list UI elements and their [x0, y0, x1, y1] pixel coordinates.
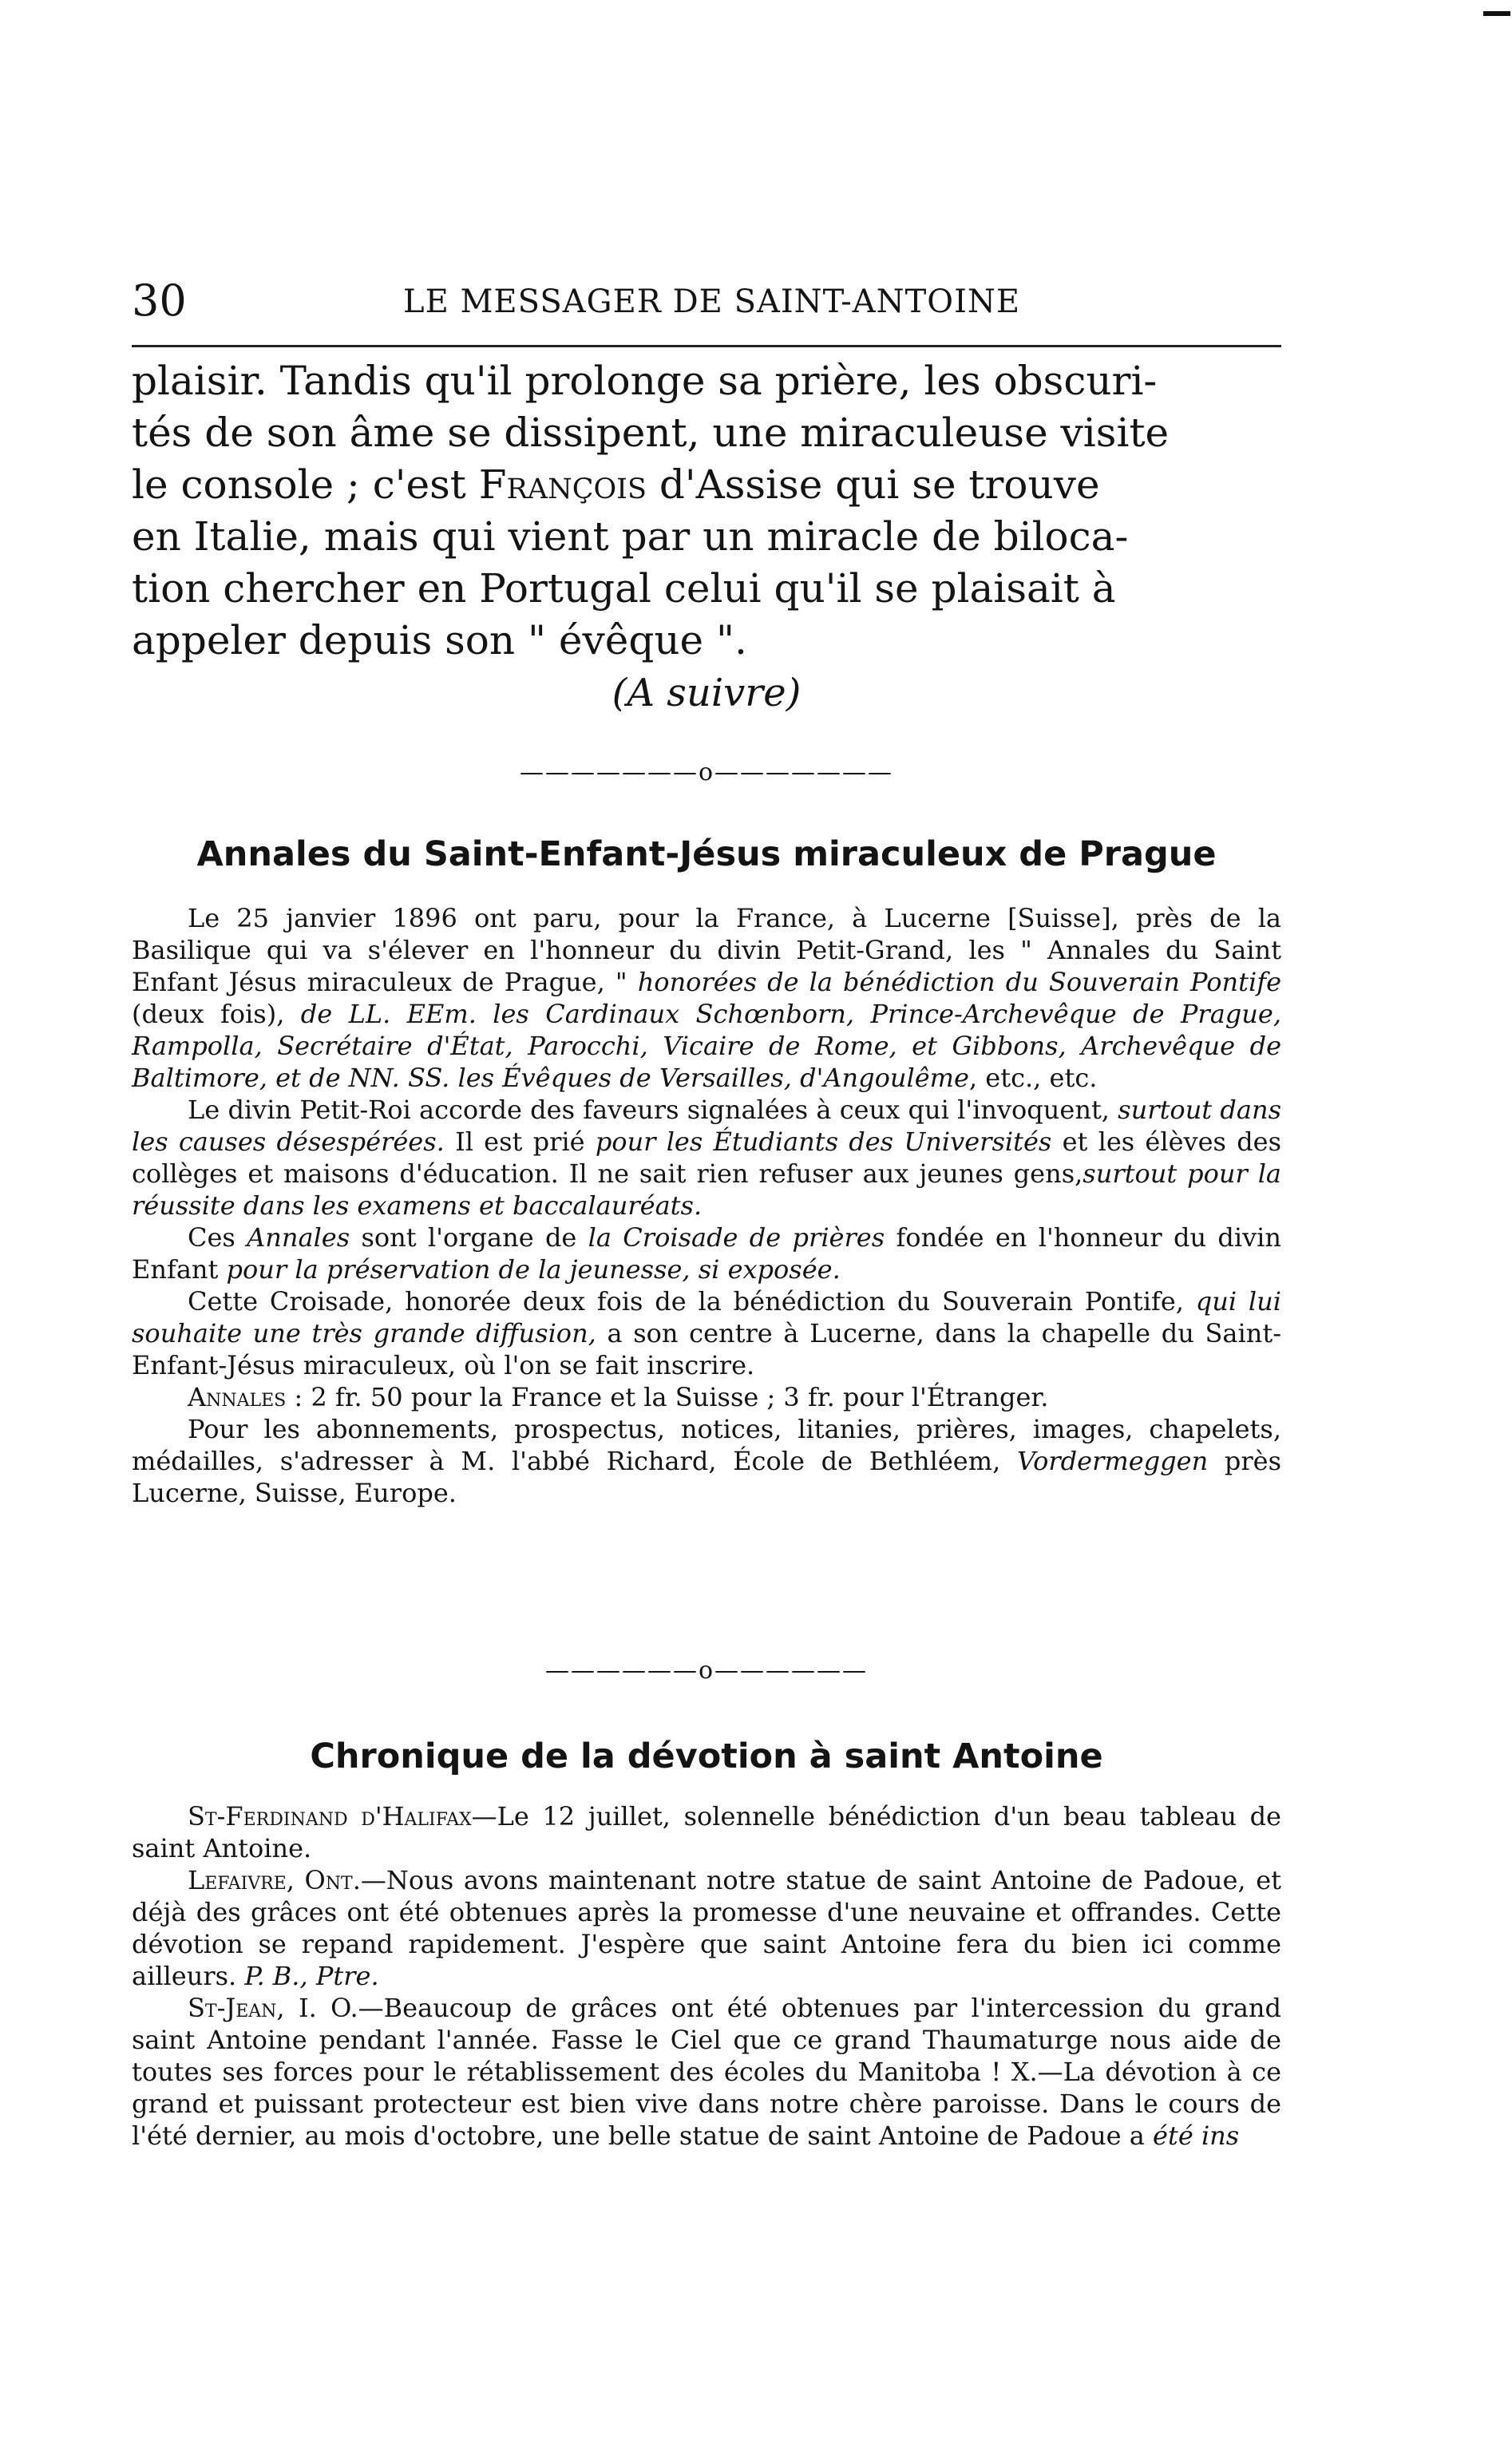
section-divider: ———————o———————	[519, 758, 894, 786]
annales-paragraph: Le divin Petit-Roi accorde des faveurs signalées à ceux qui l'invoquent, surtout dans les causes désespérées. Il est prié pour les Étudiants des Universités et les élèves des collèges et maisons d'éducation. Il ne sait rien refuser aux jeunes gens,surtout pour la réussite dans les examens et baccalauréats.	[132, 1095, 1282, 1221]
section-heading-wrap	[132, 834, 1281, 882]
page-number: 30	[132, 275, 187, 326]
intro-line: tion chercher en Portugal celui qu'il se plaisait à	[132, 565, 1116, 612]
annales-section	[132, 902, 1281, 1509]
header-rule	[132, 345, 1281, 347]
divider	[132, 758, 1281, 790]
section-title-chronique: Chronique de la dévotion à saint Antoine	[310, 1736, 1103, 1776]
annales-paragraph: Le 25 janvier 1896 ont paru, pour la France, à Lucerne [Suisse], près de la Basilique qui va s'élever en l'honneur du divin Petit-Grand, les " Annales du Saint Enfant Jésus miraculeux de Prague, " honorées de la bénédiction du Souverain Pontife (deux fois), de LL. EEm. les Cardinaux Schœnborn, Prince-Archevêque de Prague, Rampolla, Secrétaire d'État, Parocchi, Vicaire de Rome, et Gibbons, Archevêque de Baltimore, et de NN. SS. les Évêques de Versailles, d'Angoulême, etc., etc.	[132, 903, 1282, 1093]
intro-line: appeler depuis son " évêque ".	[132, 617, 747, 663]
chronique-paragraph: St-Ferdinand d'Halifax—Le 12 juillet, solennelle bénédiction d'un beau tableau de saint Antoine.	[132, 1801, 1281, 1863]
annales-paragraph: Annales : 2 fr. 50 pour la France et la Suisse ; 3 fr. pour l'Étranger.	[188, 1382, 1049, 1412]
corner-mark	[1483, 11, 1510, 16]
running-title: LE MESSAGER DE SAINT-ANTOINE	[403, 283, 1021, 320]
chronique-paragraph: Lefaivre, Ont.—Nous avons maintenant notre statue de saint Antoine de Padoue, et déjà des grâces ont été obtenues après la promesse d'une neuvaine et offrandes. Cette dévotion se repand rapidement. J'espère que saint Antoine fera du bien ici comme ailleurs. P. B., Ptre.	[132, 1865, 1281, 1991]
section-heading-wrap	[132, 1736, 1281, 1784]
section-title-annales: Annales du Saint-Enfant-Jésus miraculeux de Prague	[196, 834, 1217, 874]
intro-line: le console ; c'est François d'Assise qui se trouve	[132, 461, 1100, 508]
divider	[132, 1657, 1281, 1689]
chronique-paragraph: St-Jean, I. O.—Beaucoup de grâces ont été obtenues par l'intercession du grand saint Antoine pendant l'année. Fasse le Ciel que ce grand Thaumaturge nous aide de toutes ses forces pour le rétablissement des écoles du Manitoba ! X.—La dévotion à ce grand et puissant protecteur est bien vive dans notre chère paroisse. Dans le cours de l'été dernier, au mois d'octobre, une belle statue de saint Antoine de Padoue a été ins	[132, 1993, 1281, 2151]
section-divider: ——————o——————	[544, 1657, 869, 1685]
chronique-section	[132, 1800, 1281, 2152]
continued-note: (A suivre)	[612, 671, 802, 715]
intro-line: en Italie, mais qui vient par un miracle de biloca-	[132, 513, 1129, 560]
annales-paragraph: Pour les abonnements, prospectus, notices, litanies, prières, images, chapelets, médailles, s'adresser à M. l'abbé Richard, École de Bethléem, Vordermeggen près Lucerne, Suisse, Europe.	[132, 1414, 1282, 1508]
intro-paragraph	[132, 355, 1281, 667]
annales-paragraph: Cette Croisade, honorée deux fois de la bénédiction du Souverain Pontife, qui lui souhaite une très grande diffusion, a son centre à Lucerne, dans la chapelle du Saint-Enfant-Jésus miraculeux, où l'on se fait inscrire.	[132, 1286, 1282, 1380]
annales-paragraph: Ces Annales sont l'organe de la Croisade de prières fondée en l'honneur du divin Enfant pour la préservation de la jeunesse, si exposée.	[132, 1222, 1282, 1285]
running-header	[132, 275, 1281, 339]
intro-line: tés de son âme se dissipent, une miraculeuse visite	[132, 410, 1170, 456]
intro-line: plaisir. Tandis qu'il prolonge sa prière, les obscuri-	[132, 358, 1158, 404]
continued-note-wrap	[132, 671, 1281, 727]
